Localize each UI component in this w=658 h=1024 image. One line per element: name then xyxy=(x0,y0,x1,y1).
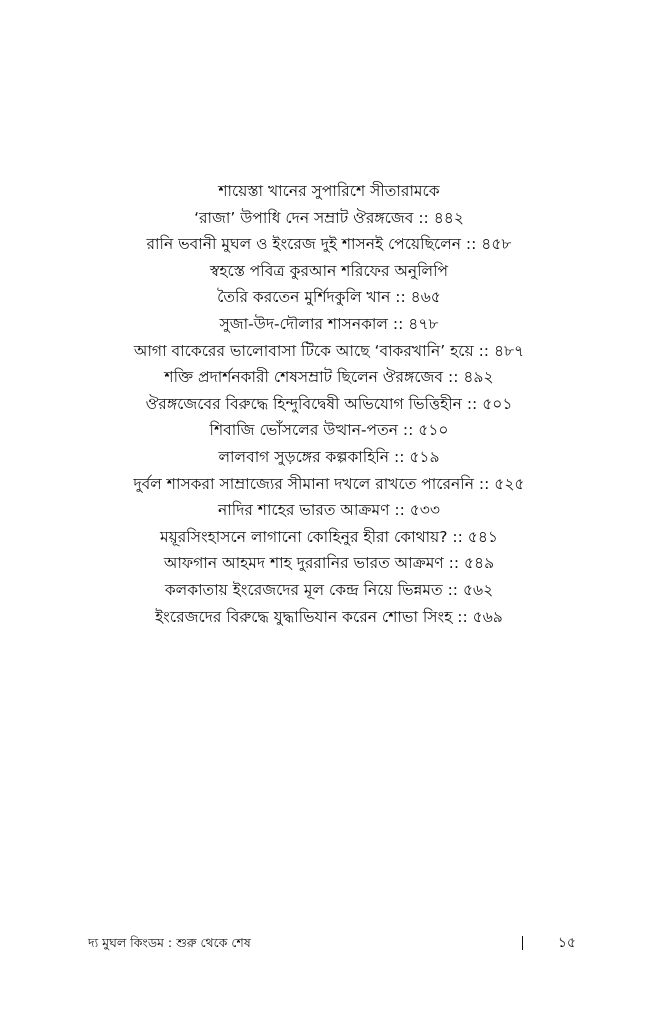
toc-line: লালবাগ সুড়ঙ্গের কল্পকাহিনি :: ৫১৯ xyxy=(218,447,440,466)
footer-separator xyxy=(522,936,523,950)
toc-line: স্বহস্তে পবিত্র কুরআন শরিফের অনুলিপি xyxy=(209,261,449,280)
toc-line: ঔরঙ্গজেবের বিরুদ্ধে হিন্দুবিদ্বেষী অভিযোগ ভিত্তিহীন :: ৫০১ xyxy=(145,394,513,413)
footer-book-title: দ্য মুঘল কিংডম : শুরু থেকে শেষ xyxy=(88,935,251,950)
toc-line: শক্তি প্রদার্শনকারী শেষসম্রাট ছিলেন ঔরঙ্গজেব :: ৪৯২ xyxy=(164,368,494,387)
table-of-contents xyxy=(40,178,618,630)
toc-line: কলকাতায় ইংরেজদের মূল কেন্দ্র নিয়ে ভিন্নমত :: ৫৬২ xyxy=(164,580,494,599)
toc-line: ইংরেজদের বিরুদ্ধে যুদ্ধাভিযান করেন শোভা সিংহ :: ৫৬৯ xyxy=(155,607,503,626)
toc-line: নাদির শাহের ভারত আক্রমণ :: ৫৩৩ xyxy=(218,501,440,520)
page-number: ১৫ xyxy=(557,935,576,951)
toc-line: রানি ভবানী মুঘল ও ইংরেজ দুই শাসনই পেয়েছিলেন :: ৪৫৮ xyxy=(146,235,512,254)
toc-line: আগা বাকেরের ভালোবাসা টিকে আছে ‘বাকরখানি’ হয়ে :: ৪৮৭ xyxy=(133,341,525,360)
toc-line: ময়ূরসিংহাসনে লাগানো কোহিনুর হীরা কোথায়? :: ৫৪১ xyxy=(160,527,498,546)
page-footer xyxy=(88,933,576,953)
toc-line: দুর্বল শাসকরা সাম্রাজ্যের সীমানা দখলে রাখতে পারেননি :: ৫২৫ xyxy=(133,474,525,493)
toc-line: শায়েস্তা খানের সুপারিশে সীতারামকে xyxy=(218,182,440,200)
toc-line: ‘রাজা’ উপাধি দেন সম্রাট ঔরঙ্গজেব :: ৪৪২ xyxy=(194,208,464,227)
toc-line: আফগান আহমদ শাহ দুররানির ভারত আক্রমণ :: ৫৪৯ xyxy=(163,554,495,573)
toc-line: শিবাজি ভোঁসলের উত্থান-পতন :: ৫১০ xyxy=(209,421,449,440)
toc-line: তৈরি করতেন মুর্শিদকুলি খান :: ৪৬৫ xyxy=(217,288,441,307)
toc-line: সুজা-উদ-দৌলার শাসনকাল :: ৪৭৮ xyxy=(219,314,439,333)
